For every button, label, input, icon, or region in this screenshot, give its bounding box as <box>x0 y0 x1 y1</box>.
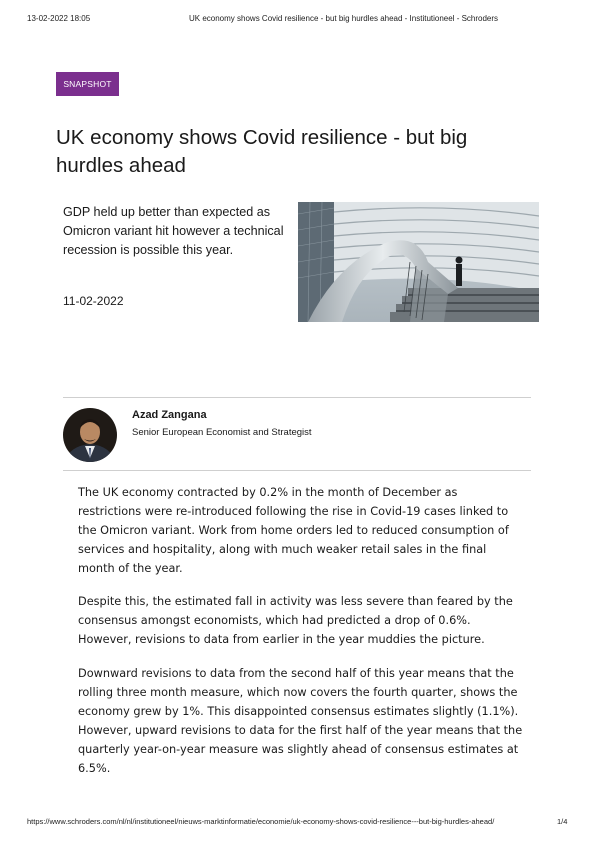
hero-image <box>298 202 539 322</box>
author-role: Senior European Economist and Strategist <box>132 427 312 438</box>
author-name[interactable]: Azad Zangana <box>132 409 207 421</box>
print-header-datetime: 13-02-2022 18:05 <box>27 14 91 23</box>
author-avatar <box>63 408 117 462</box>
article-title: UK economy shows Covid resilience - but big hurdles ahead <box>56 126 468 177</box>
hero-image-building-staircase <box>298 202 539 322</box>
body-paragraph: Downward revisions to data from the second half of this year means that the rolling three month measure, which now covers the fourth quarter, shows the economy grew by 1%. This disappointed consensus estimates slightly (1.1%). However, upward revisions to data for the first half of the year means that the quarterly year-on-year measure was slightly ahead of consensus estimates at 6.5%. <box>78 667 523 775</box>
article-date: 11-02-2022 <box>63 294 124 308</box>
snapshot-badge: SNAPSHOT <box>56 72 119 96</box>
print-footer-url: https://www.schroders.com/nl/nl/institutioneel/nieuws-marktinformatie/economie/uk-economy-shows-covid-resilience---but-big-hurdles-ahead/ <box>27 817 495 826</box>
body-paragraph: Despite this, the estimated fall in activity was less severe than feared by the consensus amongst economists, which had predicted a drop of 0.6%. However, revisions to data from earlier in the year muddies the picture. <box>78 595 513 646</box>
author-top-divider <box>63 397 531 398</box>
author-bottom-divider <box>63 470 531 471</box>
print-header-title: UK economy shows Covid resilience - but big hurdles ahead - Institutioneel - Schroders <box>189 14 499 23</box>
body-paragraph: The UK economy contracted by 0.2% in the month of December as restrictions were re-introduced following the rise in Covid-19 cases linked to the Omicron variant. Work from home orders led to reduced consumption of services and hospitality, along with much weaker retail sales in the final month of the year. <box>78 486 509 575</box>
article-summary: GDP held up better than expected as Omicron variant hit however a technical recession is possible this year. <box>63 205 284 257</box>
print-footer-page: 1/4 <box>557 817 568 826</box>
